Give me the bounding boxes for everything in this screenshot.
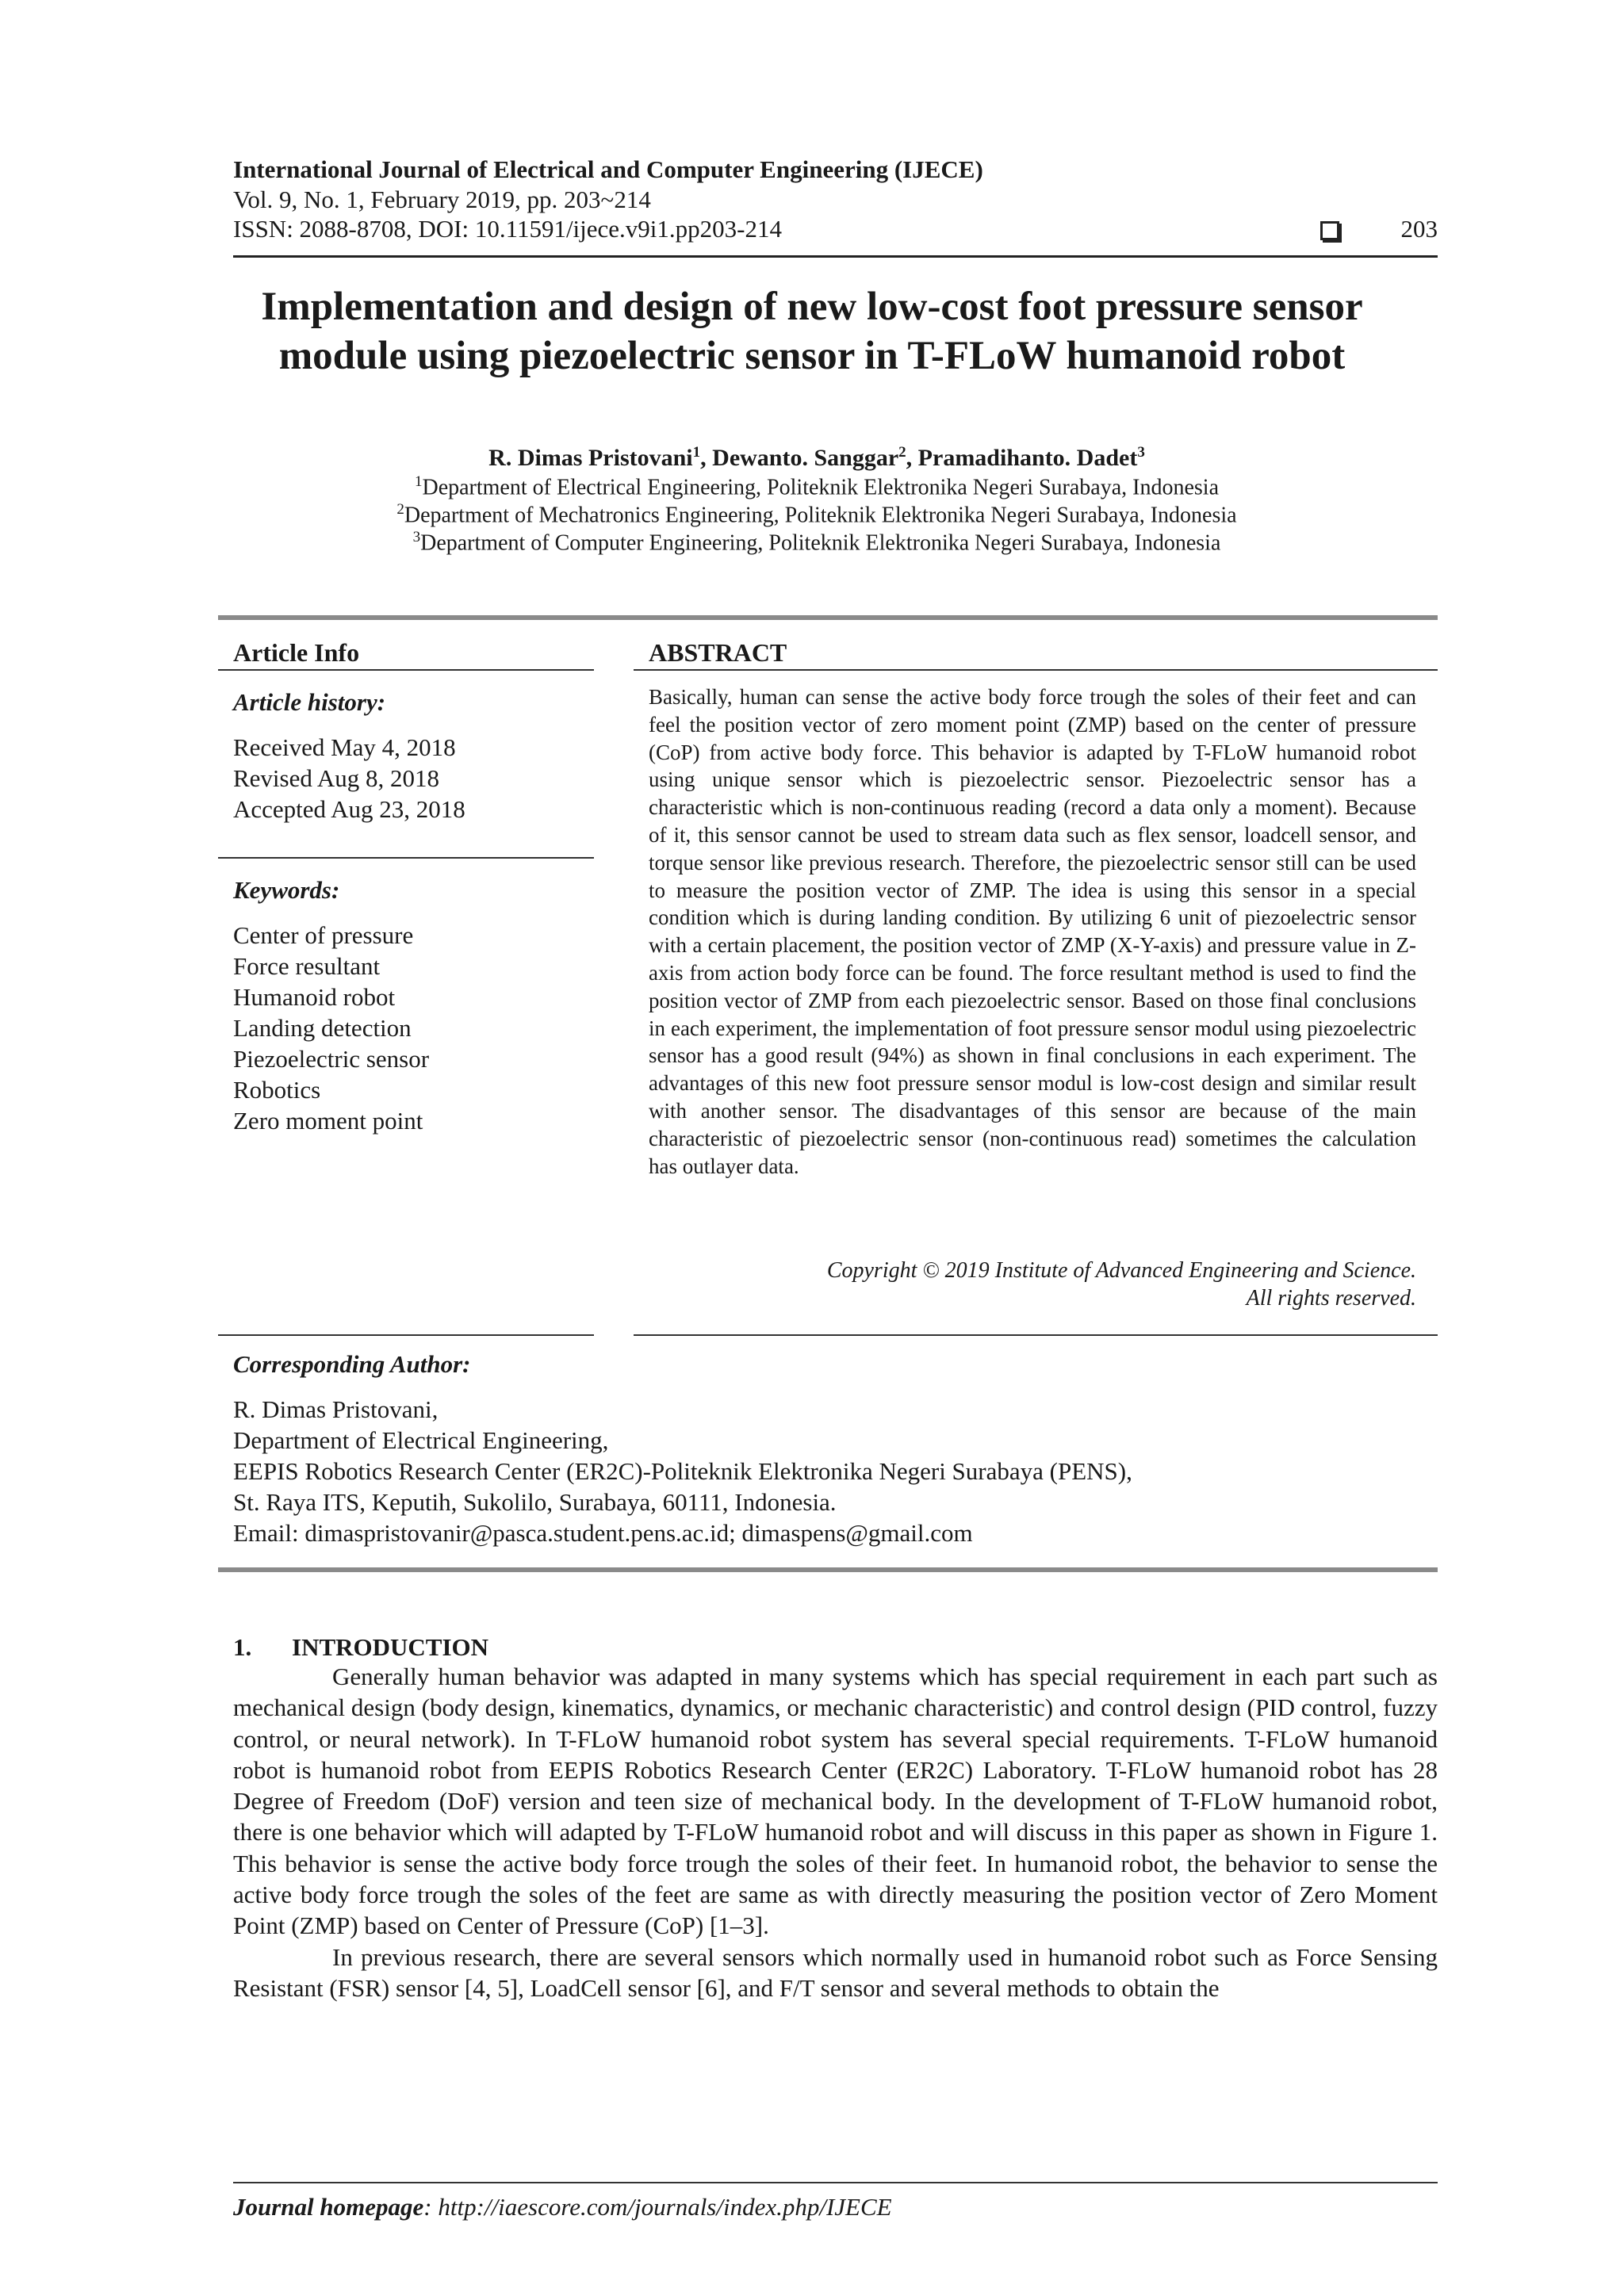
keyword-item: Zero moment point: [233, 1107, 423, 1135]
corr-institution: EEPIS Robotics Research Center (ER2C)-Politeknik Elektronika Negeri Surabaya (PENS),: [233, 1457, 1132, 1485]
footer-rule: [233, 2182, 1438, 2183]
keyword-item: Piezoelectric sensor: [233, 1045, 430, 1073]
author-name: Pramadihanto. Dadet: [917, 445, 1138, 471]
abstract-body: [649, 683, 1416, 1180]
history-revised: Revised Aug 8, 2018: [233, 764, 440, 792]
header-rule: [233, 255, 1438, 258]
introduction-heading: [233, 1633, 488, 1662]
journal-issn-doi: ISSN: 2088-8708, DOI: 10.11591/ijece.v9i1.pp203-214: [233, 215, 782, 243]
history-received: Received May 4, 2018: [233, 733, 456, 761]
introduction-body: [233, 1661, 1438, 2003]
author-affil-sup: 3: [1137, 444, 1145, 461]
author-separator: ,: [700, 445, 713, 471]
corr-department: Department of Electrical Engineering,: [233, 1426, 609, 1454]
copyright-line: Copyright © 2019 Institute of Advanced Engineering and Science.: [826, 1258, 1416, 1283]
keyword-item: Center of pressure: [233, 921, 414, 949]
affiliation-sup: 2: [396, 501, 404, 518]
section-title: INTRODUCTION: [292, 1633, 489, 1661]
author-name: R. Dimas Pristovani: [488, 445, 693, 471]
keywords-heading: Keywords:: [233, 876, 340, 904]
keyword-item: Humanoid robot: [233, 983, 396, 1011]
paper-title-line-2: module using piezoelectric sensor in T-FLoW humanoid robot: [278, 334, 1346, 378]
footer-label: Journal homepage: [233, 2193, 424, 2221]
footer-url[interactable]: http://iaescore.com/journals/index.php/IJECE: [438, 2193, 892, 2221]
intro-paragraph: Generally human behavior was adapted in many systems which has special requirement in each part such as mechanical design (body design, kinematics, dynamics, or mechanic characteristic) and control design (PID control, fuzzy control, or neural network). In T-FLoW humanoid robot system has several special requirements. T-FLoW humanoid robot is humanoid robot from EEPIS Robotics Research Center (ER2C) Laboratory. T-FLoW humanoid robot has 28 Degree of Freedom (DoF) version and teen size of mechanical body. In the development of T-FLoW humanoid robot, there is one behavior which will adapted by T-FLoW humanoid robot and will discuss in this paper as shown in Figure 1. This behavior is sense the active body force trough the soles of their feet. In humanoid robot, the behavior to sense the active body force trough the soles of the feet are same as with directly measuring the position vector of Zero Moment Point (ZMP) based on Center of Pressure (CoP) [1–3].: [233, 1663, 1438, 1940]
checkbox-square-icon: [1320, 221, 1339, 240]
affiliation-text: Department of Computer Engineering, Politeknik Elektronika Negeri Surabaya, Indonesia: [420, 530, 1221, 556]
rights-reserved-line: All rights reserved.: [1246, 1286, 1416, 1311]
affiliation: [198, 473, 1435, 500]
author-affil-sup: 1: [692, 444, 701, 461]
keyword-item: Robotics: [233, 1076, 321, 1104]
journal-title: International Journal of Electrical and Computer Engineering (IJECE): [233, 155, 983, 183]
journal-volume: Vol. 9, No. 1, February 2019, pp. 203~214: [233, 186, 651, 213]
journal-homepage: Journal homepage: http://iaescore.com/journals/index.php/IJECE: [233, 2193, 892, 2221]
abstract-bottom-rule: [634, 1334, 1438, 1336]
intro-paragraph: In previous research, there are several sensors which normally used in humanoid robot such as Force Sensing Resistant (FSR) sensor [4, 5], LoadCell sensor [6], and F/T sensor and several methods to obtain the: [233, 1942, 1438, 2002]
affiliation: [198, 529, 1435, 556]
article-history-heading: Article history:: [233, 688, 386, 716]
author-affil-sup: 2: [898, 444, 906, 461]
history-rule: [218, 857, 594, 859]
history-accepted: Accepted Aug 23, 2018: [233, 795, 465, 823]
corr-address: St. Raya ITS, Keputih, Sukolilo, Surabaya, 60111, Indonesia.: [233, 1488, 837, 1516]
keyword-item: Landing detection: [233, 1014, 412, 1042]
info-bottom-rule: [218, 1334, 594, 1336]
abstract-text: Basically, human can sense the active body force trough the soles of their feet and can feel the position vector of zero moment point (ZMP) based on the center of pressure (CoP) from active body force. This behavior is adapted by T-FLoW humanoid robot using unique sensor which is piezoelectric sensor. Piezoelectric sensor has a characteristic which is non-continuous reading (record a data only a moment). Because of it, this sensor cannot be used to stream data such as flex sensor, loadcell sensor, and torque sensor like previous research. Therefore, the piezoelectric sensor still can be used to measure the position vector of ZMP. The idea is using this sensor in a special condition which is during landing condition. By utilizing 6 unit of piezoelectric sensor with a certain placement, the position vector of ZMP (X-Y-axis) and pressure value in Z-axis from action body force can be found. The force resultant method is used to find the position vector of ZMP from each piezoelectric sensor. Based on those final conclusions in each experiment, the implementation of foot pressure sensor modul using piezoelectric sensor has a good result (94%) as shown in final conclusions in each experiment. The advantages of this new foot pressure sensor modul is low-cost design and similar result with another sensor. The disadvantages of this sensor are because of the main characteristic of piezoelectric sensor (non-continuous read) sometimes the calculation has outlayer data.: [649, 685, 1416, 1178]
article-info-rule: [218, 669, 594, 671]
section-bottom-rule: [218, 1567, 1438, 1572]
abstract-rule: [634, 669, 1438, 671]
author-list: [198, 444, 1435, 472]
affiliation-sup: 3: [412, 529, 421, 545]
corresponding-author-heading: Corresponding Author:: [233, 1350, 471, 1378]
affiliation-sup: 1: [414, 473, 423, 490]
corr-name: R. Dimas Pristovani,: [233, 1395, 439, 1423]
affiliation: [198, 501, 1435, 528]
corr-email: Email: dimaspristovanir@pasca.student.pens.ac.id; dimaspens@gmail.com: [233, 1519, 973, 1547]
paper-title-line-1: Implementation and design of new low-cost foot pressure sensor: [261, 285, 1363, 329]
keyword-item: Force resultant: [233, 952, 381, 980]
author-separator: ,: [906, 445, 918, 471]
abstract-heading: ABSTRACT: [649, 638, 787, 667]
section-top-rule: [218, 615, 1438, 620]
page-number: 203: [1400, 215, 1438, 243]
article-info-heading: Article Info: [233, 638, 360, 667]
affiliation-text: Department of Electrical Engineering, Politeknik Elektronika Negeri Surabaya, Indonesia: [422, 475, 1220, 500]
affiliation-text: Department of Mechatronics Engineering, Politeknik Elektronika Negeri Surabaya, Indonesia: [404, 503, 1237, 528]
author-name: Dewanto. Sanggar: [712, 445, 899, 471]
section-number: 1.: [233, 1633, 252, 1661]
